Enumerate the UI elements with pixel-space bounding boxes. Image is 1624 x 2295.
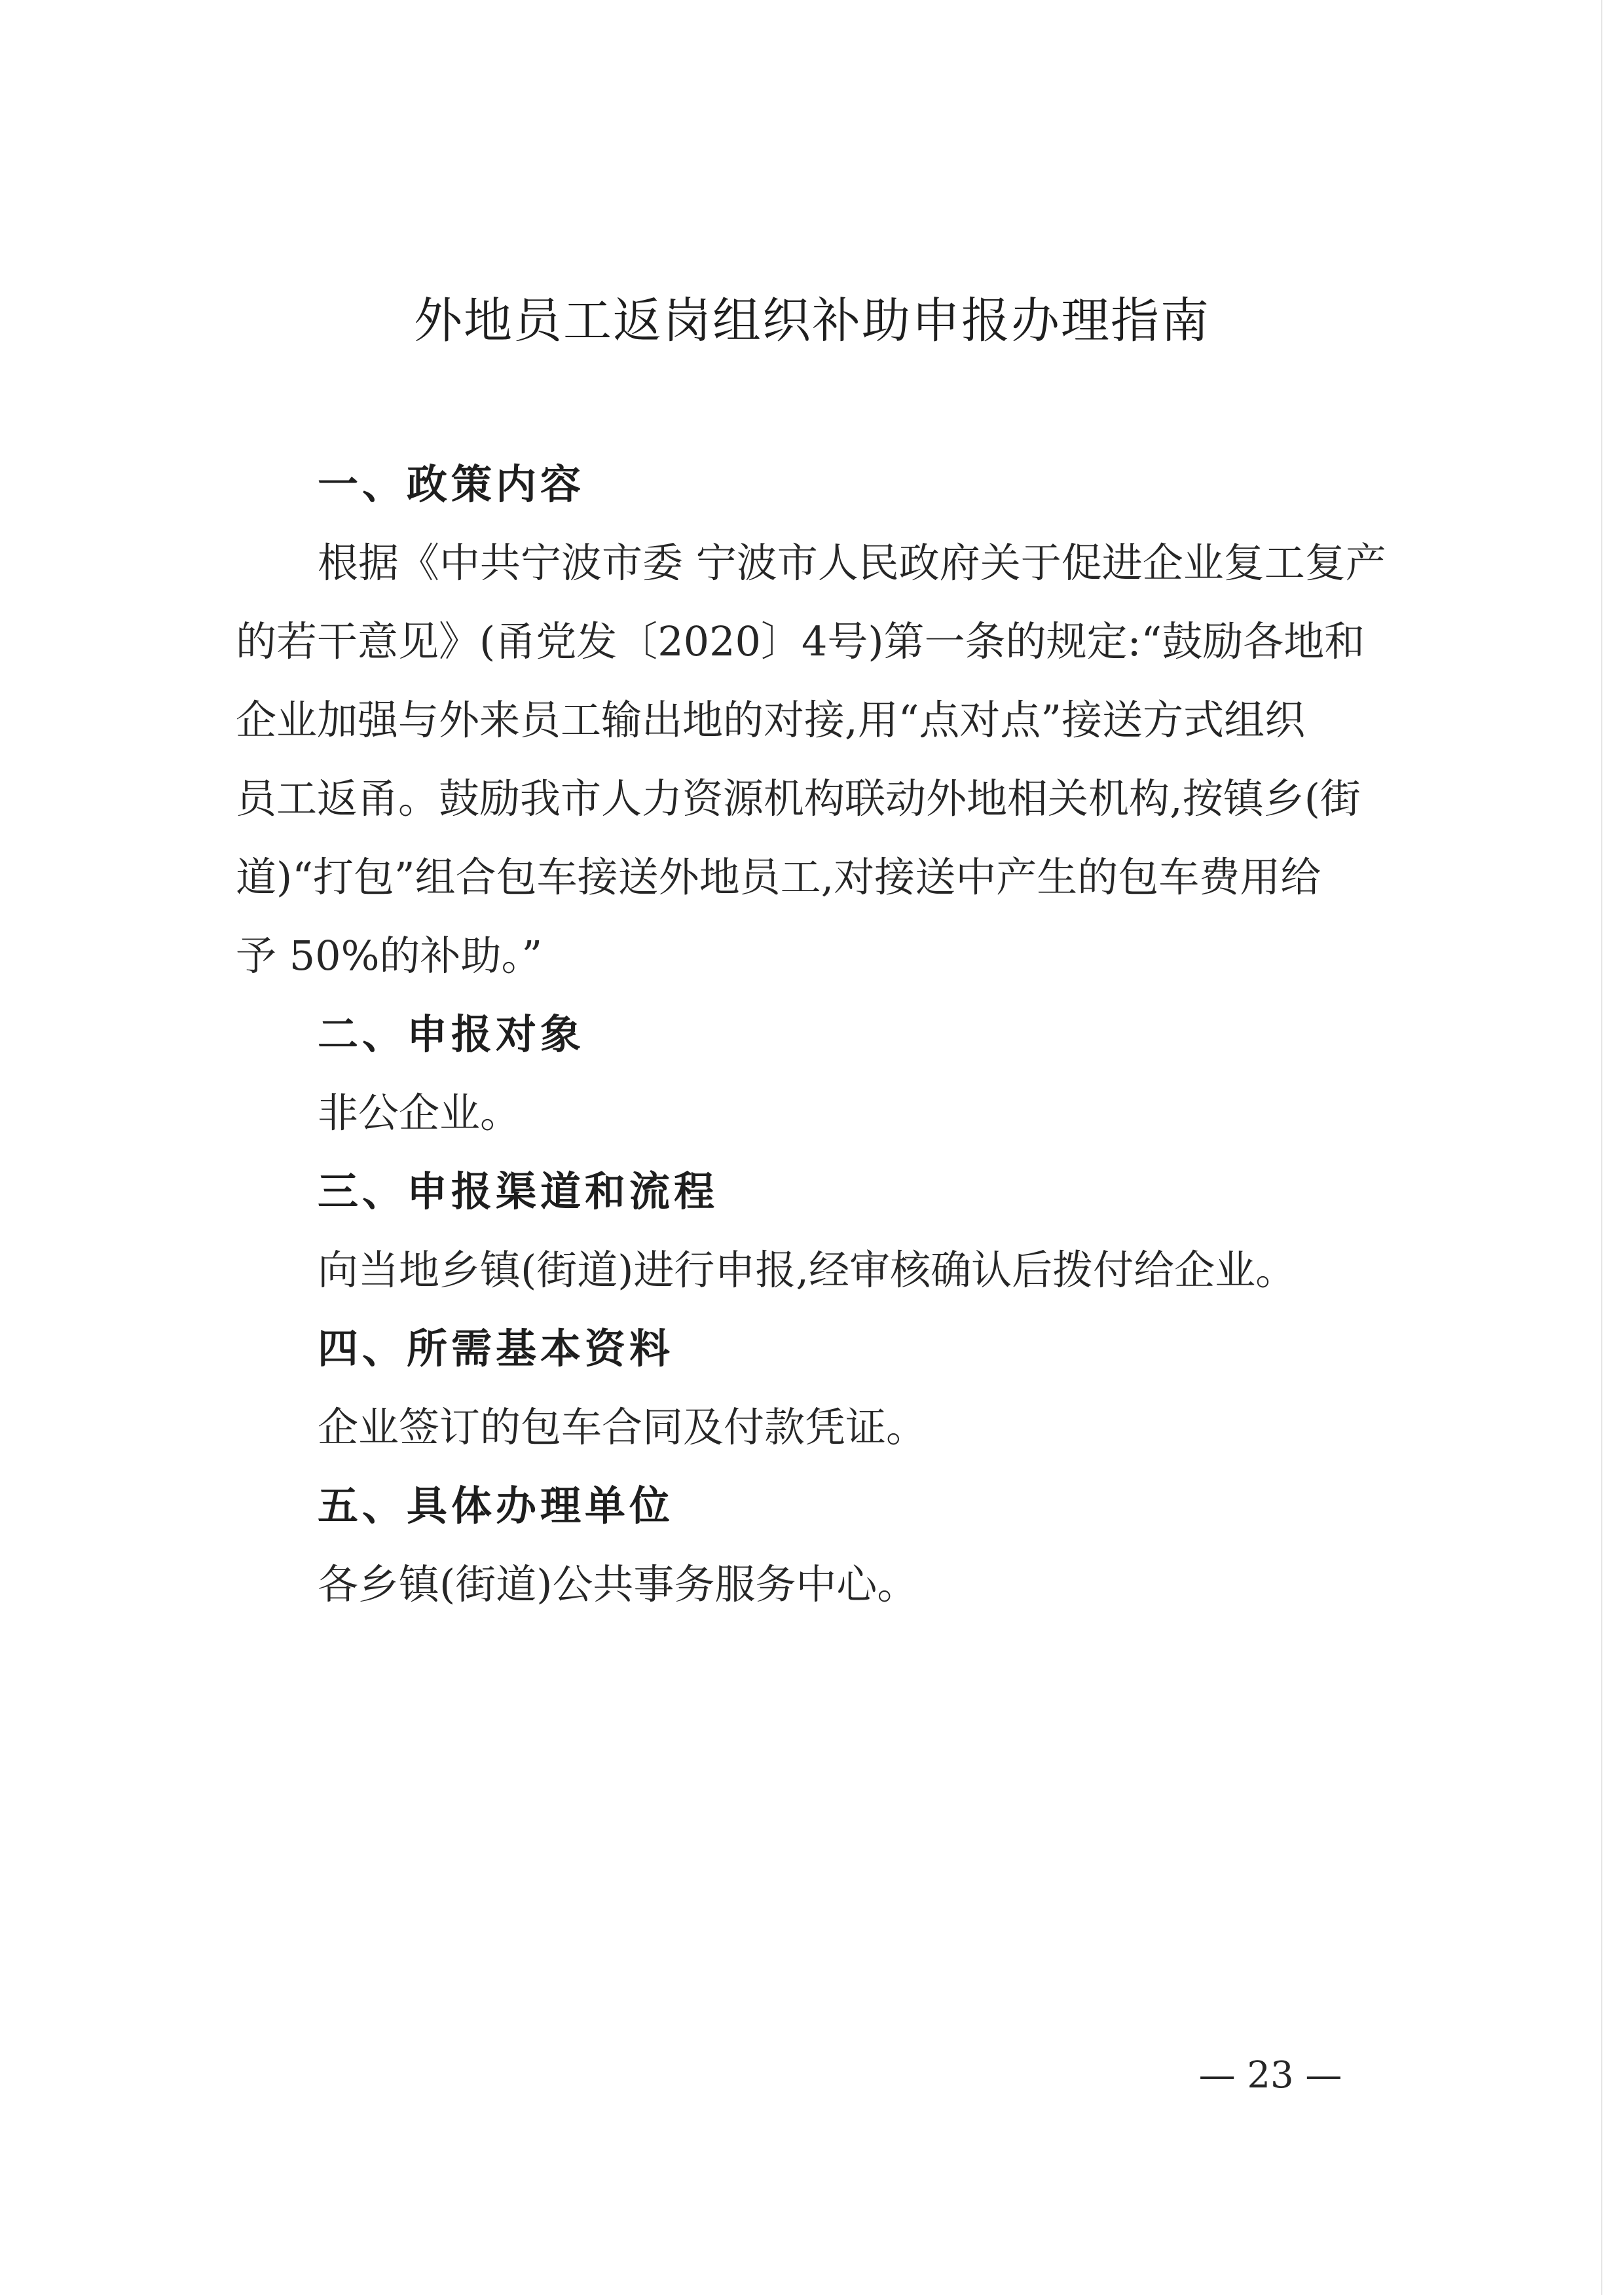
paragraph-line: 向当地乡镇(街道)进行申报,经审核确认后拨付给企业。: [318, 1246, 1297, 1294]
document-title: 外地员工返岗组织补助申报办理指南: [414, 293, 1210, 349]
paragraph-line: 各乡镇(街道)公共事务服务中心。: [318, 1560, 918, 1608]
paragraph-line: 道)“打包”组合包车接送外地员工,对接送中产生的包车费用给: [236, 853, 1321, 901]
section-heading-materials: 四、所需基本资料: [318, 1325, 674, 1372]
paragraph-line: 企业签订的包车合同及付款凭证。: [318, 1403, 927, 1451]
section-heading-process: 三、申报渠道和流程: [318, 1167, 719, 1215]
paragraph-line: 予 50%的补助。”: [236, 932, 543, 980]
paragraph-line: 根据《中共宁波市委 宁波市人民政府关于促进企业复工复产: [318, 539, 1386, 587]
page-number: — 23 —: [1198, 2054, 1342, 2097]
paragraph-line: 企业加强与外来员工输出地的对接,用“点对点”接送方式组织: [236, 696, 1306, 744]
paragraph-line: 非公企业。: [318, 1089, 521, 1137]
section-heading-office: 五、具体办理单位: [318, 1482, 674, 1530]
section-heading-applicants: 二、申报对象: [318, 1010, 585, 1058]
paragraph-line: 的若干意见》(甬党发〔2020〕4号)第一条的规定:“鼓励各地和: [236, 617, 1365, 665]
section-heading-policy: 一、政策内容: [318, 460, 585, 508]
paragraph-line: 员工返甬。鼓励我市人力资源机构联动外地相关机构,按镇乡(街: [236, 775, 1361, 822]
